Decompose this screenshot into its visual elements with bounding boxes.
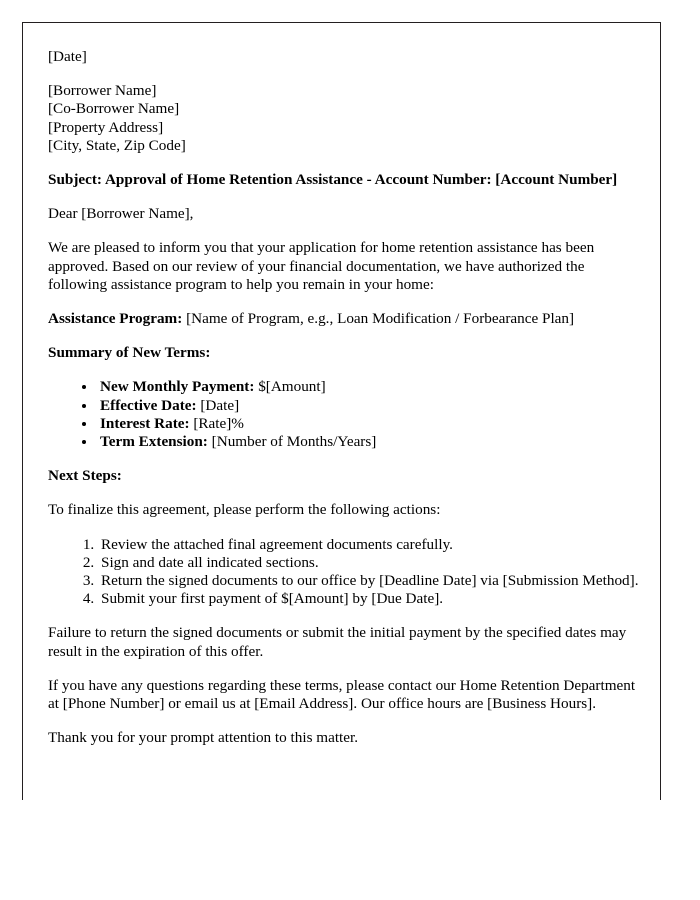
- list-item: [97, 415, 642, 433]
- date-line: [Date]: [48, 48, 87, 65]
- recipient-address-block: [48, 82, 642, 155]
- opening-paragraph: We are pleased to inform you that your application for home retention assistance has been approved. Based on our review of your financial documentation, we have authorized the following assistance program to help you remain in your home:: [48, 239, 595, 293]
- list-item: [97, 397, 642, 415]
- document-page-frame: [22, 22, 661, 800]
- list-item: [97, 433, 642, 451]
- term-label: Interest Rate:: [100, 414, 190, 432]
- assistance-program-label: Assistance Program:: [48, 310, 183, 328]
- list-item: 1. Review the attached final agreement documents carefully.: [98, 536, 642, 554]
- term-value: [Date]: [200, 396, 240, 414]
- salutation: Dear [Borrower Name],: [48, 205, 194, 223]
- assistance-program-line: [48, 310, 642, 328]
- list-item: [97, 378, 642, 396]
- next-steps-heading: Next Steps:: [48, 467, 122, 485]
- warning-paragraph: Failure to return the signed documents or submit the initial payment by the specified dates may result in the expiration of this offer.: [48, 624, 627, 660]
- subject-line: Subject: Approval of Home Retention Assistance - Account Number: [Account Number]: [48, 171, 618, 189]
- term-value: [Rate]%: [193, 414, 244, 432]
- assistance-program-value: [Name of Program, e.g., Loan Modification / Forbearance Plan]: [186, 310, 575, 328]
- contact-paragraph: If you have any questions regarding these terms, please contact our Home Retention Department at [Phone Number] or email us at [Email Address]. Our office hours are [Business Hours].: [48, 676, 636, 713]
- term-label: New Monthly Payment:: [100, 378, 255, 396]
- recipient-line: [Co-Borrower Name]: [48, 100, 180, 118]
- next-steps-intro: To finalize this agreement, please perform the following actions:: [48, 501, 441, 519]
- recipient-line: [Property Address]: [48, 118, 164, 136]
- list-item: 3. Return the signed documents to our office by [Deadline Date] via [Submission Method].: [98, 572, 642, 590]
- next-steps-list: [48, 536, 642, 609]
- list-item: 2. Sign and date all indicated sections.: [98, 554, 642, 572]
- term-label: Effective Date:: [100, 396, 197, 414]
- recipient-line: [Borrower Name]: [48, 82, 157, 100]
- closing-paragraph: Thank you for your prompt attention to this matter.: [48, 729, 359, 747]
- list-item: 4. Submit your first payment of $[Amount] by [Due Date].: [98, 590, 642, 608]
- summary-of-new-terms-heading: Summary of New Terms:: [48, 344, 211, 362]
- recipient-line: [City, State, Zip Code]: [48, 136, 186, 154]
- term-label: Term Extension:: [100, 433, 208, 451]
- term-value: $[Amount]: [258, 378, 326, 396]
- term-value: [Number of Months/Years]: [211, 433, 377, 451]
- summary-of-new-terms-list: [48, 378, 642, 451]
- letter-body: [48, 48, 642, 763]
